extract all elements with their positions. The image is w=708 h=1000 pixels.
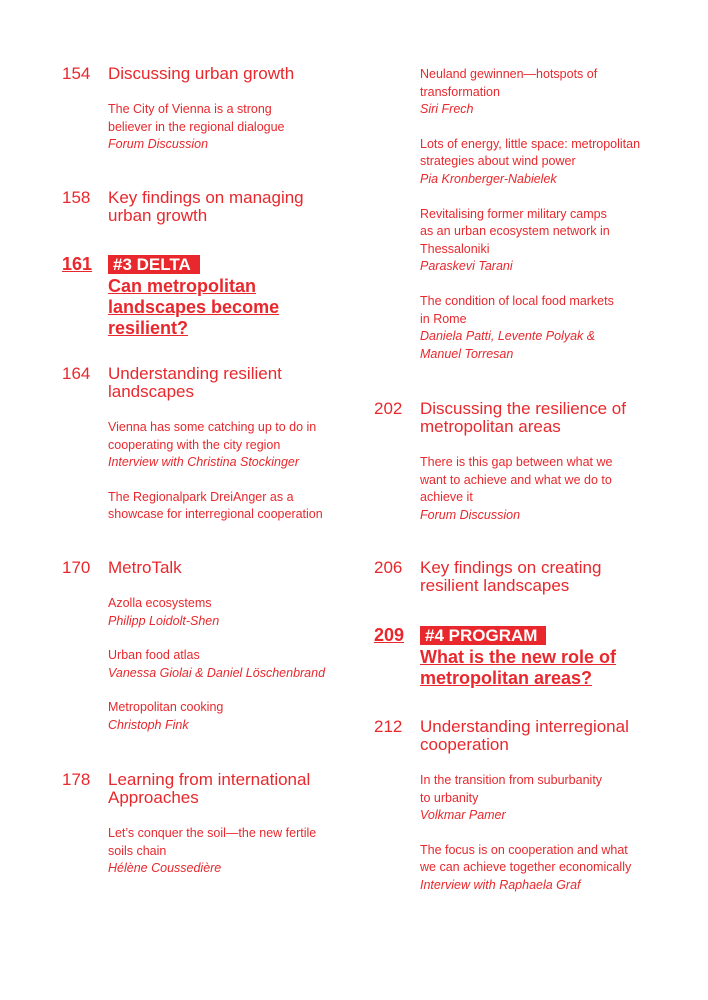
toc-entry [62, 65, 362, 154]
section-heading [62, 255, 362, 339]
sub-entry-title: The focus is on cooperation and what we can achieve together economically [420, 842, 632, 875]
section-tag: #3 DELTA [108, 255, 200, 274]
sub-entry-title: Lots of energy, little space: metropolitan strategies about wind power [420, 136, 641, 169]
toc-entry [62, 559, 362, 735]
sub-entry-title: Revitalising former military camps as an urban ecosystem network in Thessaloniki [420, 206, 610, 256]
page-number: 178 [62, 770, 91, 789]
sub-entry-author: Volkmar Pamer [420, 808, 506, 823]
entry-title: Discussing urban growth [108, 64, 295, 83]
entry-title: Discussing the resilience of metropolitan areas [420, 399, 626, 436]
toc-entry [374, 400, 674, 524]
sub-entry [108, 699, 362, 734]
entry-title: MetroTalk [108, 558, 182, 577]
entry-title: Key findings on managing urban growth [108, 188, 304, 225]
toc-entry [62, 771, 362, 878]
toc-entry [62, 189, 362, 225]
page-number: 164 [62, 364, 91, 383]
entry-title: Understanding resilient landscapes [108, 364, 282, 401]
section-heading [374, 626, 674, 689]
section-title: What is the new role of metropolitan areas? [420, 647, 617, 688]
sub-entry-title: There is this gap between what we want to achieve and what we do to achieve it [420, 455, 613, 505]
continued-sub-entries [374, 66, 674, 363]
sub-entry-author: Christoph Fink [108, 717, 189, 732]
sub-entry-author: Paraskevi Tarani [420, 259, 513, 274]
sub-entry-author: Daniela Patti, Levente Polyak & Manuel Torresan [420, 329, 596, 361]
sub-entry [108, 101, 362, 154]
toc-entry [374, 559, 674, 595]
page-number: 212 [374, 717, 403, 736]
entry-title: Understanding interregional cooperation [420, 717, 629, 754]
page-number: 158 [62, 188, 91, 207]
sub-entry [108, 489, 362, 524]
sub-entry-title: The Regionalpark DreiAnger as a showcase for interregional cooperation [108, 489, 323, 522]
sub-entry [420, 66, 674, 119]
sub-entry-author: Vanessa Giolai & Daniel Löschenbrand [108, 665, 326, 680]
sub-entry [420, 136, 674, 189]
page-number: 170 [62, 558, 91, 577]
sub-entry-title: Urban food atlas [108, 648, 200, 663]
sub-entry-title: Metropolitan cooking [108, 700, 224, 715]
sub-entry-title: Neuland gewinnen—hotspots of transformation [420, 67, 598, 99]
sub-entry [420, 206, 674, 276]
sub-entry-author: Philipp Loidolt-Shen [108, 613, 220, 628]
page-number: 161 [62, 254, 93, 274]
page-number: 206 [374, 558, 403, 577]
sub-entry [420, 772, 674, 825]
sub-entry [420, 454, 674, 524]
sub-entry-title: The condition of local food markets in Rome [420, 293, 614, 326]
sub-entry-title: Azolla ecosystems [108, 596, 212, 610]
section-tag: #4 PROGRAM [420, 626, 546, 645]
section-title: Can metropolitan landscapes become resilient? [108, 276, 280, 338]
sub-entry-author: Siri Frech [420, 102, 474, 117]
sub-entry [420, 293, 674, 363]
sub-entry [108, 595, 362, 630]
sub-entry-title: The City of Vienna is a strong believer in the regional dialogue [108, 102, 285, 134]
sub-entry [108, 647, 362, 682]
sub-entry-title: Vienna has some catching up to do in cooperating with the city region [108, 420, 317, 452]
sub-entry-author: Pia Kronberger-Nabielek [420, 171, 557, 186]
sub-entry-author: Hélène Coussedière [108, 861, 222, 876]
sub-entry-title: In the transition from suburbanity to urbanity [420, 773, 603, 805]
sub-entry-title: Let’s conquer the soil—the new fertile soils chain [108, 826, 317, 858]
sub-entry-author: Interview with Christina Stockinger [108, 455, 300, 470]
entry-title: Key findings on creating resilient landscapes [420, 558, 602, 595]
sub-entry [108, 419, 362, 472]
sub-entry [420, 842, 674, 895]
entry-title: Learning from international Approaches [108, 770, 311, 807]
sub-entry-author: Interview with Raphaela Graf [420, 877, 581, 892]
toc-entry [374, 718, 674, 895]
sub-entry-author: Forum Discussion [420, 507, 521, 522]
page-number: 209 [374, 625, 405, 645]
sub-entry-author: Forum Discussion [108, 137, 209, 152]
sub-entry [108, 825, 362, 878]
page-number: 154 [62, 64, 91, 83]
toc-entry [62, 365, 362, 524]
page-number: 202 [374, 399, 403, 418]
